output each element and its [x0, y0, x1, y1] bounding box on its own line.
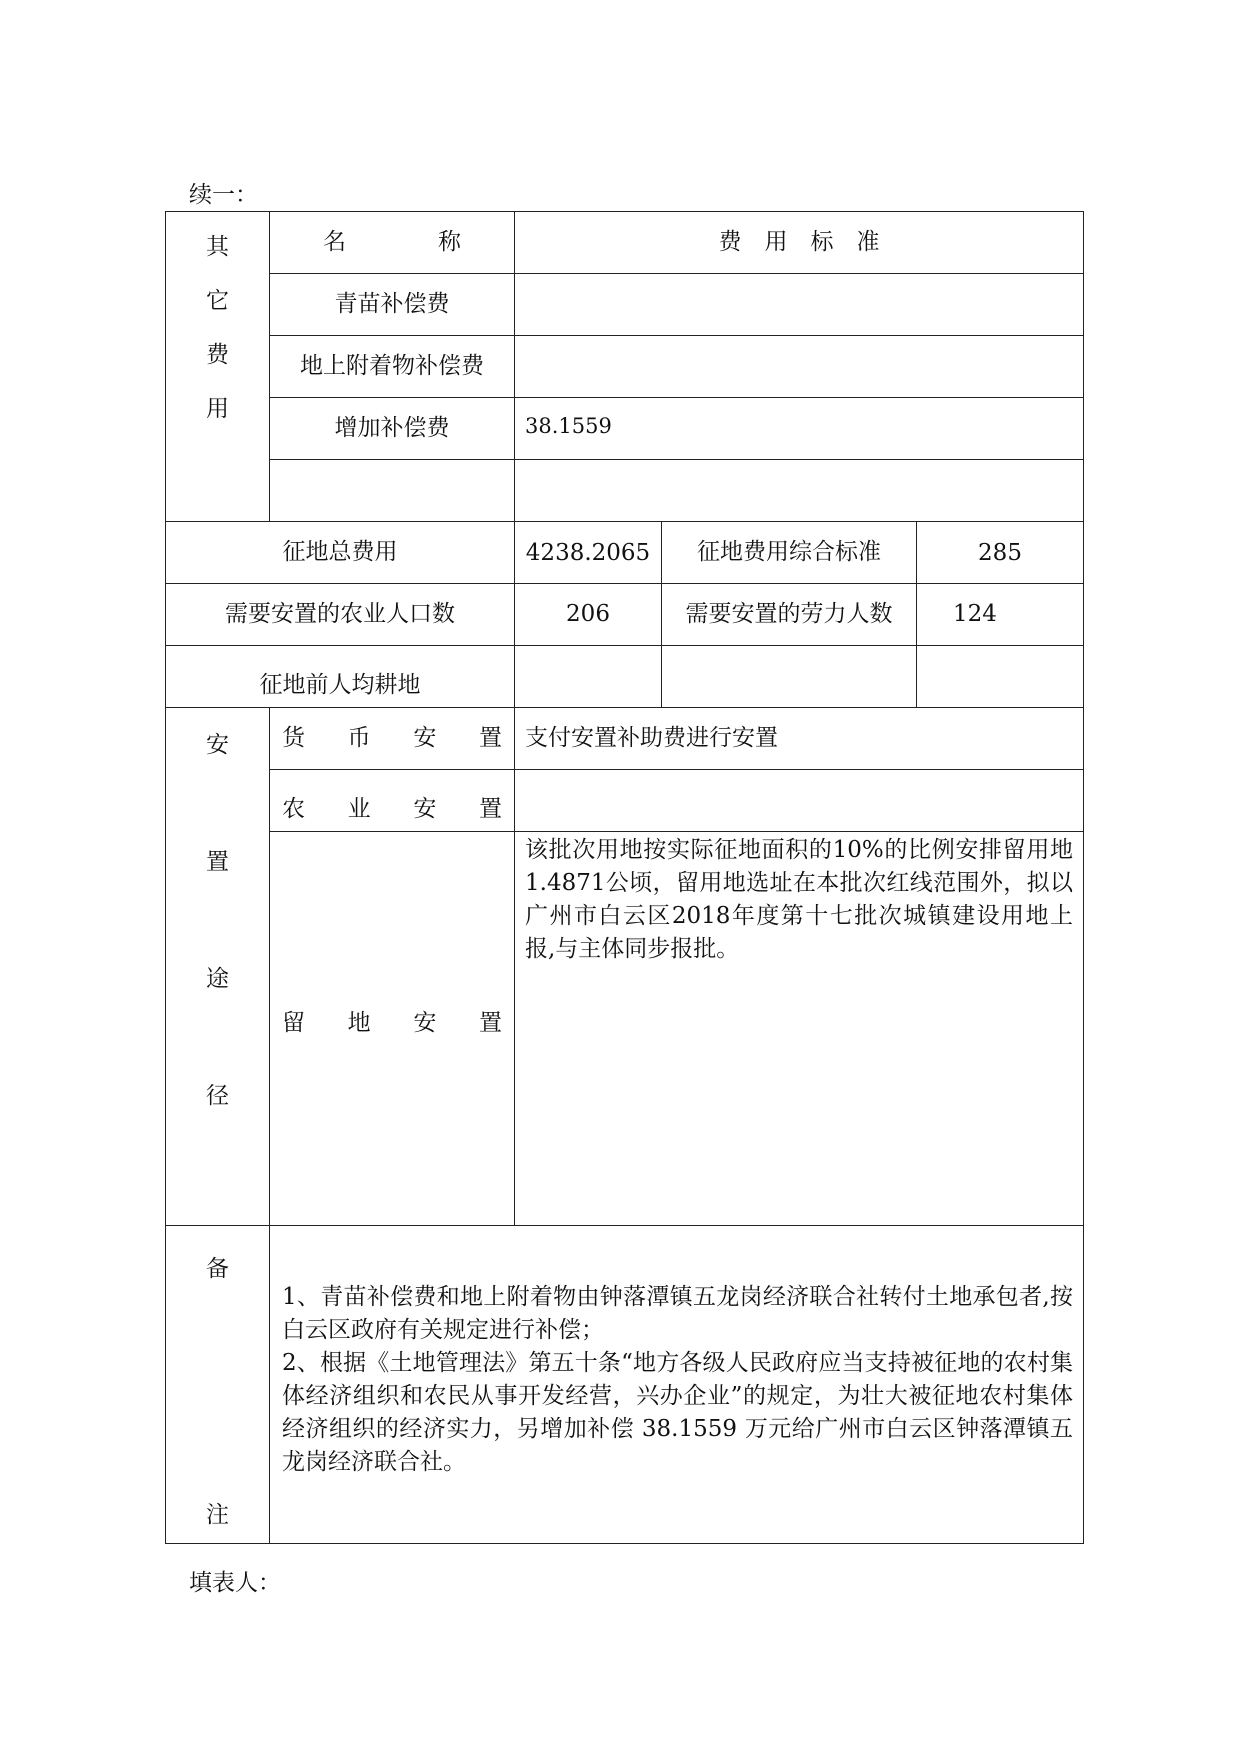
section-char: 费 — [206, 342, 229, 369]
continuation-heading: 续一： — [189, 182, 258, 208]
remarks-content — [270, 1226, 1084, 1544]
section-char: 用 — [206, 396, 229, 423]
monetary-resettlement-label — [270, 708, 515, 770]
name-column-header: 名 称 — [270, 212, 515, 274]
label-char: 置 — [478, 1009, 502, 1036]
remark-item: 2、根据《土地管理法》第五十条“地方各级人民政府应当支持被征地的农村集体经济组织和农民从事开发经营，兴办企业”的规定，为壮大被征地农村集体经济组织的经济实力，另增加补偿 38.1559 万元给广州市白云区钟落潭镇五龙岗经济联合社。 — [282, 1350, 1073, 1475]
label-char: 安 — [413, 724, 437, 751]
fee-row — [166, 336, 1084, 398]
empty-cell — [917, 646, 1084, 708]
label-char: 地 — [347, 1009, 371, 1036]
fee-name: 青苗补偿费 — [270, 274, 515, 336]
label-char: 业 — [347, 795, 371, 822]
fee-standard — [515, 274, 1084, 336]
total-cost-label: 征地总费用 — [166, 522, 515, 584]
farm-population-label: 需要安置的农业人口数 — [166, 584, 515, 646]
fee-row — [166, 460, 1084, 522]
remark-item: 1、青苗补偿费和地上附着物由钟落潭镇五龙岗经济联合社转付土地承包者,按白云区政府有关规定进行补偿； — [282, 1284, 1073, 1343]
remarks-label-bottom: 注 — [206, 1501, 229, 1528]
resettlement-section-label — [166, 708, 270, 1226]
farm-population-value: 206 — [515, 584, 662, 646]
other-fees-section-label — [166, 212, 270, 522]
total-cost-value: 4238.2065 — [515, 522, 662, 584]
fee-row — [166, 274, 1084, 336]
fee-standard: 38.1559 — [515, 398, 1084, 460]
label-char: 置 — [478, 724, 502, 751]
land-acquisition-table — [165, 211, 1084, 1544]
label-char: 货 — [282, 724, 305, 751]
labor-count-value: 124 — [917, 584, 1084, 646]
per-capita-farmland-value — [515, 646, 662, 708]
fee-name: 地上附着物补偿费 — [270, 336, 515, 398]
label-char: 农 — [282, 795, 305, 822]
label-char: 安 — [413, 795, 437, 822]
remarks-label-top: 备 — [206, 1256, 229, 1282]
form-filler-label: 填表人： — [189, 1570, 281, 1596]
standard-column-header: 费 用 标 准 — [515, 212, 1084, 274]
fee-name: 增加补偿费 — [270, 398, 515, 460]
label-char: 留 — [282, 1009, 305, 1036]
fee-standard — [515, 336, 1084, 398]
per-capita-farmland-label: 征地前人均耕地 — [166, 646, 515, 708]
reserved-land-resettlement-cell — [515, 832, 1084, 1226]
comprehensive-standard-label: 征地费用综合标准 — [662, 522, 917, 584]
comprehensive-standard-value: 285 — [917, 522, 1084, 584]
remarks-label — [166, 1226, 270, 1544]
section-char: 其 — [206, 234, 229, 260]
fee-name — [270, 460, 515, 522]
fee-row — [166, 398, 1084, 460]
agricultural-resettlement-value — [515, 770, 1084, 832]
section-char: 径 — [206, 1083, 229, 1110]
reserved-land-resettlement-value: 该批次用地按实际征地面积的10%的比例安排留用地1.4871公顷，留用地选址在本批次红线范围外，拟以广州市白云区2018年度第十七批次城镇建设用地上报,与主体同步报批。 — [525, 837, 1073, 962]
section-char: 它 — [206, 288, 229, 315]
monetary-resettlement-value: 支付安置补助费进行安置 — [515, 708, 1084, 770]
fee-standard — [515, 460, 1084, 522]
section-char: 安 — [206, 732, 229, 758]
labor-count-label: 需要安置的劳力人数 — [662, 584, 917, 646]
empty-cell — [662, 646, 917, 708]
label-char: 币 — [347, 724, 371, 751]
label-char: 安 — [413, 1009, 437, 1036]
agricultural-resettlement-label — [270, 770, 515, 832]
label-char: 置 — [478, 795, 502, 822]
reserved-land-resettlement-label — [270, 832, 515, 1226]
section-char: 途 — [206, 966, 229, 993]
section-char: 置 — [206, 849, 229, 876]
